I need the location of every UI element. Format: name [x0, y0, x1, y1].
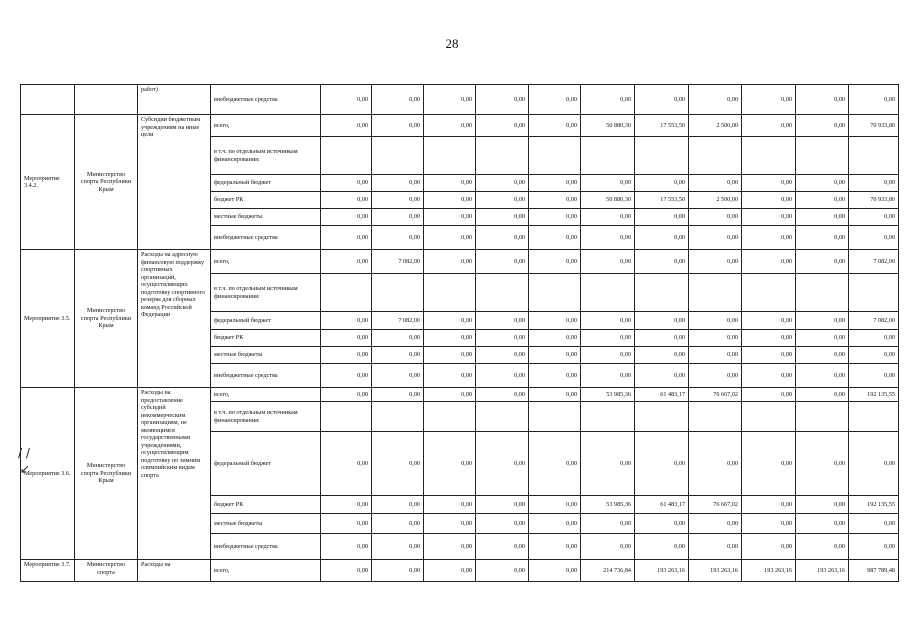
amount-cell	[529, 402, 581, 432]
amount-cell	[581, 274, 635, 312]
table-row	[21, 250, 899, 274]
amount-cell: 0,00	[321, 514, 372, 534]
funding-source-cell: бюджет РК	[211, 192, 321, 209]
amount-cell: 0,00	[529, 432, 581, 496]
amount-cell: 0,00	[742, 347, 796, 364]
amount-cell: 0,00	[581, 364, 635, 388]
amount-cell: 0,00	[689, 312, 742, 330]
amount-cell: 0,00	[372, 209, 424, 226]
amount-cell: 0,00	[849, 209, 899, 226]
amount-cell: 0,00	[689, 226, 742, 250]
funding-source-cell: в т.ч. по отдельным источникам финансирования:	[211, 274, 321, 312]
amount-cell: 0,00	[742, 192, 796, 209]
amount-cell: 0,00	[321, 330, 372, 347]
amount-cell: 0,00	[321, 209, 372, 226]
amount-cell	[476, 402, 529, 432]
amount-cell: 0,00	[742, 330, 796, 347]
amount-cell: 0,00	[372, 364, 424, 388]
amount-cell	[635, 274, 689, 312]
budget-table-body	[21, 85, 899, 582]
amount-cell	[635, 137, 689, 175]
amount-cell	[742, 137, 796, 175]
amount-cell: 0,00	[424, 250, 476, 274]
amount-cell: 53 985,36	[581, 388, 635, 402]
amount-cell: 0,00	[424, 175, 476, 192]
page-number: 28	[445, 36, 459, 51]
amount-cell: 0,00	[476, 175, 529, 192]
amount-cell: 0,00	[742, 209, 796, 226]
amount-cell: 7 082,00	[849, 250, 899, 274]
amount-cell: 0,00	[372, 560, 424, 582]
amount-cell	[372, 274, 424, 312]
amount-cell	[476, 274, 529, 312]
amount-cell: 7 082,00	[372, 250, 424, 274]
amount-cell: 0,00	[424, 388, 476, 402]
amount-cell: 50 880,30	[581, 192, 635, 209]
amount-cell: 0,00	[424, 115, 476, 137]
amount-cell: 0,00	[689, 330, 742, 347]
amount-cell: 0,00	[742, 514, 796, 534]
amount-cell: 0,00	[796, 432, 849, 496]
funding-source-cell: местные бюджеты	[211, 209, 321, 226]
amount-cell	[372, 137, 424, 175]
amount-cell: 0,00	[796, 312, 849, 330]
amount-cell: 76 667,02	[689, 388, 742, 402]
amount-cell: 0,00	[476, 115, 529, 137]
amount-cell: 0,00	[529, 312, 581, 330]
amount-cell: 0,00	[529, 250, 581, 274]
amount-cell: 0,00	[476, 192, 529, 209]
amount-cell: 0,00	[796, 534, 849, 560]
funding-source-cell: бюджет РК	[211, 496, 321, 514]
amount-cell: 7 082,00	[849, 312, 899, 330]
amount-cell: 0,00	[796, 226, 849, 250]
amount-cell: 0,00	[321, 388, 372, 402]
funding-source-cell: внебюджетные средства	[211, 534, 321, 560]
amount-cell: 0,00	[424, 330, 476, 347]
amount-cell: 0,00	[321, 496, 372, 514]
amount-cell	[689, 402, 742, 432]
funding-source-cell: бюджет РК	[211, 330, 321, 347]
amount-cell: 0,00	[372, 226, 424, 250]
amount-cell: 0,00	[581, 175, 635, 192]
amount-cell: 0,00	[581, 330, 635, 347]
event-name-cell: Мероприятие 3.7.	[21, 560, 75, 582]
amount-cell: 987 789,48	[849, 560, 899, 582]
amount-cell: 0,00	[635, 312, 689, 330]
amount-cell: 0,00	[372, 330, 424, 347]
amount-cell: 0,00	[742, 432, 796, 496]
amount-cell: 214 736,84	[581, 560, 635, 582]
amount-cell: 0,00	[529, 175, 581, 192]
amount-cell: 0,00	[635, 175, 689, 192]
event-description-cell: Расходы на	[138, 560, 211, 582]
amount-cell: 7 082,00	[372, 312, 424, 330]
amount-cell: 0,00	[529, 514, 581, 534]
budget-table	[20, 84, 899, 582]
amount-cell	[321, 402, 372, 432]
amount-cell: 192 135,55	[849, 388, 899, 402]
amount-cell	[635, 402, 689, 432]
responsible-executor-cell: Министерство спорта Республики Крым	[75, 250, 138, 388]
amount-cell	[796, 402, 849, 432]
amount-cell: 0,00	[796, 250, 849, 274]
amount-cell	[372, 402, 424, 432]
amount-cell: 0,00	[581, 534, 635, 560]
amount-cell: 0,00	[321, 560, 372, 582]
amount-cell: 0,00	[849, 226, 899, 250]
event-description-cell: Субсидии бюджетным учреждениям на иные цели	[138, 115, 211, 250]
amount-cell: 0,00	[849, 432, 899, 496]
amount-cell: 0,00	[321, 312, 372, 330]
amount-cell: 0,00	[849, 534, 899, 560]
amount-cell: 0,00	[321, 226, 372, 250]
amount-cell: 2 500,00	[689, 115, 742, 137]
amount-cell: 0,00	[424, 432, 476, 496]
amount-cell: 0,00	[742, 364, 796, 388]
amount-cell: 0,00	[476, 514, 529, 534]
amount-cell: 0,00	[849, 514, 899, 534]
amount-cell: 2 500,00	[689, 192, 742, 209]
funding-source-cell: всего,	[211, 388, 321, 402]
amount-cell	[321, 137, 372, 175]
amount-cell: 0,00	[372, 514, 424, 534]
amount-cell: 0,00	[476, 330, 529, 347]
amount-cell: 0,00	[796, 330, 849, 347]
amount-cell: 0,00	[321, 534, 372, 560]
amount-cell: 0,00	[529, 192, 581, 209]
amount-cell: 0,00	[796, 388, 849, 402]
amount-cell: 0,00	[742, 534, 796, 560]
amount-cell	[796, 274, 849, 312]
amount-cell: 0,00	[689, 364, 742, 388]
table-row	[21, 115, 899, 137]
amount-cell: 61 483,17	[635, 388, 689, 402]
amount-cell: 0,00	[796, 364, 849, 388]
amount-cell: 0,00	[476, 534, 529, 560]
event-name-cell: Мероприятие 3.6.	[21, 388, 75, 560]
table-row	[21, 85, 899, 115]
amount-cell: 0,00	[372, 347, 424, 364]
amount-cell	[849, 402, 899, 432]
funding-source-cell: местные бюджеты	[211, 347, 321, 364]
amount-cell: 0,00	[796, 85, 849, 115]
responsible-executor-cell: Министерство спорта	[75, 560, 138, 582]
funding-source-cell: всего,	[211, 560, 321, 582]
funding-source-cell: внебюджетные средства	[211, 85, 321, 115]
event-description-cell: Расходы на адресную финансовую поддержку спортивных организаций, осуществляющих подготовку спортивного резерва для сборных команд Российской Федерации	[138, 250, 211, 388]
amount-cell: 0,00	[796, 496, 849, 514]
amount-cell: 0,00	[476, 347, 529, 364]
amount-cell: 0,00	[321, 347, 372, 364]
funding-source-cell: внебюджетные средства	[211, 226, 321, 250]
amount-cell: 0,00	[476, 226, 529, 250]
amount-cell: 0,00	[424, 364, 476, 388]
amount-cell: 0,00	[321, 364, 372, 388]
funding-source-cell: всего,	[211, 115, 321, 137]
amount-cell: 0,00	[321, 85, 372, 115]
amount-cell: 0,00	[476, 560, 529, 582]
amount-cell: 193 263,16	[635, 560, 689, 582]
amount-cell: 0,00	[529, 85, 581, 115]
amount-cell: 0,00	[424, 514, 476, 534]
amount-cell: 0,00	[424, 85, 476, 115]
amount-cell: 193 263,16	[796, 560, 849, 582]
amount-cell: 0,00	[372, 175, 424, 192]
amount-cell: 0,00	[742, 250, 796, 274]
amount-cell: 0,00	[635, 85, 689, 115]
event-name-cell	[21, 85, 75, 115]
amount-cell: 0,00	[321, 175, 372, 192]
amount-cell: 0,00	[476, 209, 529, 226]
amount-cell: 0,00	[581, 432, 635, 496]
amount-cell: 0,00	[372, 388, 424, 402]
amount-cell: 0,00	[529, 330, 581, 347]
amount-cell: 0,00	[529, 388, 581, 402]
amount-cell: 0,00	[476, 250, 529, 274]
amount-cell: 0,00	[424, 192, 476, 209]
amount-cell: 0,00	[529, 560, 581, 582]
amount-cell: 0,00	[796, 347, 849, 364]
event-name-cell: Мероприятие 3.5.	[21, 250, 75, 388]
amount-cell: 0,00	[796, 115, 849, 137]
amount-cell: 0,00	[581, 226, 635, 250]
amount-cell: 0,00	[742, 226, 796, 250]
amount-cell: 0,00	[424, 347, 476, 364]
funding-source-cell: федеральный бюджет	[211, 312, 321, 330]
amount-cell: 0,00	[796, 175, 849, 192]
amount-cell	[424, 274, 476, 312]
amount-cell	[689, 274, 742, 312]
amount-cell: 0,00	[689, 347, 742, 364]
funding-source-cell: внебюджетные средства	[211, 364, 321, 388]
amount-cell: 0,00	[742, 496, 796, 514]
funding-source-cell: в т.ч. по отдельным источникам финансирования:	[211, 137, 321, 175]
amount-cell: 0,00	[372, 496, 424, 514]
funding-source-cell: местные бюджеты	[211, 514, 321, 534]
event-description-cell: работ)	[138, 85, 211, 115]
amount-cell: 0,00	[635, 514, 689, 534]
amount-cell	[581, 402, 635, 432]
amount-cell	[796, 137, 849, 175]
amount-cell: 0,00	[321, 115, 372, 137]
amount-cell: 0,00	[849, 85, 899, 115]
amount-cell: 0,00	[321, 432, 372, 496]
handwritten-mark: / /	[18, 446, 30, 460]
amount-cell: 0,00	[689, 432, 742, 496]
amount-cell: 0,00	[581, 514, 635, 534]
amount-cell: 0,00	[689, 175, 742, 192]
amount-cell: 0,00	[742, 85, 796, 115]
amount-cell	[529, 137, 581, 175]
amount-cell: 0,00	[424, 560, 476, 582]
amount-cell: 76 667,02	[689, 496, 742, 514]
amount-cell: 0,00	[849, 175, 899, 192]
amount-cell: 0,00	[849, 364, 899, 388]
amount-cell: 0,00	[321, 192, 372, 209]
amount-cell: 17 553,50	[635, 115, 689, 137]
amount-cell: 0,00	[476, 388, 529, 402]
amount-cell: 0,00	[372, 115, 424, 137]
amount-cell	[849, 137, 899, 175]
responsible-executor-cell	[75, 85, 138, 115]
funding-source-cell: федеральный бюджет	[211, 175, 321, 192]
amount-cell	[424, 402, 476, 432]
table-row	[21, 560, 899, 582]
amount-cell: 0,00	[796, 209, 849, 226]
amount-cell	[689, 137, 742, 175]
amount-cell: 0,00	[529, 347, 581, 364]
amount-cell: 0,00	[635, 534, 689, 560]
amount-cell: 0,00	[476, 496, 529, 514]
amount-cell: 0,00	[635, 432, 689, 496]
responsible-executor-cell: Министерство спорта Республики Крым	[75, 388, 138, 560]
amount-cell: 70 933,80	[849, 115, 899, 137]
amount-cell: 192 135,55	[849, 496, 899, 514]
amount-cell: 0,00	[529, 209, 581, 226]
amount-cell: 0,00	[581, 85, 635, 115]
amount-cell: 0,00	[689, 209, 742, 226]
amount-cell: 0,00	[742, 312, 796, 330]
amount-cell: 0,00	[476, 364, 529, 388]
funding-source-cell: в т.ч. по отдельным источникам финансирования:	[211, 402, 321, 432]
funding-source-cell: федеральный бюджет	[211, 432, 321, 496]
amount-cell	[849, 274, 899, 312]
amount-cell: 0,00	[424, 534, 476, 560]
amount-cell: 193 263,16	[742, 560, 796, 582]
amount-cell: 0,00	[635, 330, 689, 347]
amount-cell: 0,00	[635, 226, 689, 250]
amount-cell: 0,00	[529, 364, 581, 388]
amount-cell: 0,00	[689, 534, 742, 560]
amount-cell	[742, 402, 796, 432]
amount-cell	[581, 137, 635, 175]
amount-cell: 0,00	[742, 115, 796, 137]
amount-cell: 0,00	[689, 85, 742, 115]
amount-cell: 0,00	[529, 534, 581, 560]
amount-cell: 0,00	[372, 85, 424, 115]
amount-cell: 0,00	[372, 432, 424, 496]
amount-cell: 0,00	[424, 209, 476, 226]
amount-cell: 0,00	[689, 514, 742, 534]
event-description-cell: Расходы на предоставление субсидий некоммерческим организациям, не являющимся государственными учреждениями, осуществляющим подготовку по зимним олимпийским видам спорта	[138, 388, 211, 560]
amount-cell: 0,00	[529, 496, 581, 514]
responsible-executor-cell: Министерство спорта Республики Крым	[75, 115, 138, 250]
amount-cell: 0,00	[424, 312, 476, 330]
funding-source-cell: всего,	[211, 250, 321, 274]
amount-cell: 0,00	[529, 226, 581, 250]
amount-cell: 0,00	[742, 388, 796, 402]
amount-cell: 0,00	[581, 209, 635, 226]
amount-cell	[529, 274, 581, 312]
amount-cell: 0,00	[796, 514, 849, 534]
amount-cell: 0,00	[849, 330, 899, 347]
event-name-cell: Мероприятие 3.4.2.	[21, 115, 75, 250]
amount-cell: 0,00	[424, 226, 476, 250]
amount-cell: 0,00	[635, 250, 689, 274]
amount-cell: 0,00	[581, 250, 635, 274]
amount-cell: 0,00	[321, 250, 372, 274]
handwritten-mark: ↙	[20, 462, 31, 476]
table-row	[21, 388, 899, 402]
amount-cell: 53 985,36	[581, 496, 635, 514]
amount-cell: 0,00	[476, 312, 529, 330]
amount-cell	[742, 274, 796, 312]
amount-cell: 70 933,80	[849, 192, 899, 209]
amount-cell: 0,00	[372, 192, 424, 209]
amount-cell: 193 263,16	[689, 560, 742, 582]
amount-cell: 61 483,17	[635, 496, 689, 514]
amount-cell: 0,00	[581, 312, 635, 330]
amount-cell: 0,00	[635, 364, 689, 388]
amount-cell: 0,00	[689, 250, 742, 274]
amount-cell: 0,00	[742, 175, 796, 192]
amount-cell: 0,00	[849, 347, 899, 364]
amount-cell: 0,00	[372, 534, 424, 560]
amount-cell	[424, 137, 476, 175]
amount-cell: 0,00	[529, 115, 581, 137]
amount-cell	[321, 274, 372, 312]
amount-cell: 50 880,30	[581, 115, 635, 137]
amount-cell: 0,00	[796, 192, 849, 209]
amount-cell	[476, 137, 529, 175]
amount-cell: 17 553,50	[635, 192, 689, 209]
amount-cell: 0,00	[581, 347, 635, 364]
amount-cell: 0,00	[635, 347, 689, 364]
amount-cell: 0,00	[476, 432, 529, 496]
amount-cell: 0,00	[476, 85, 529, 115]
amount-cell: 0,00	[635, 209, 689, 226]
amount-cell: 0,00	[424, 496, 476, 514]
